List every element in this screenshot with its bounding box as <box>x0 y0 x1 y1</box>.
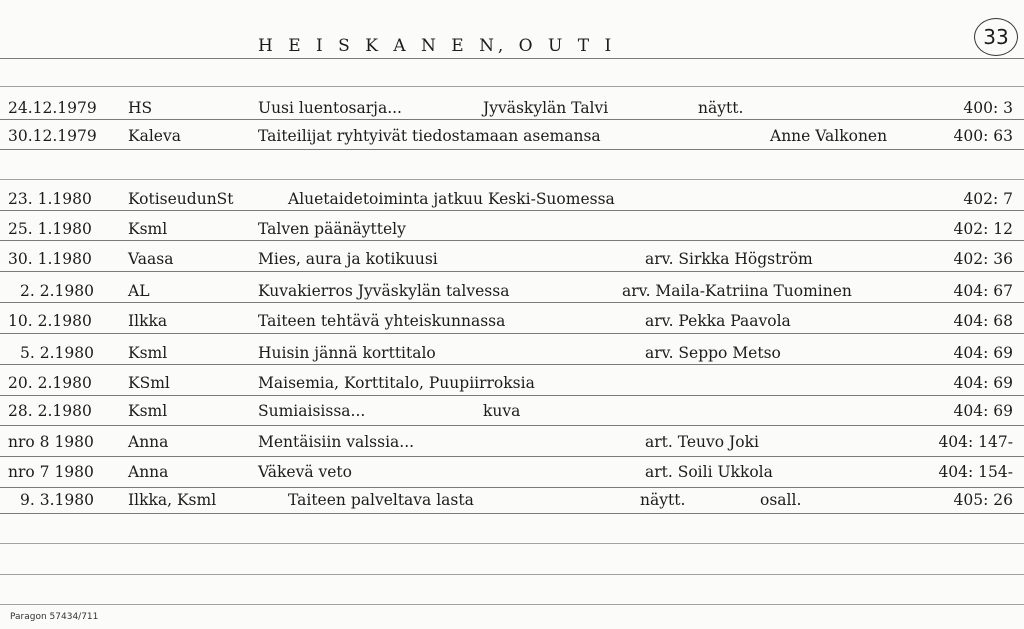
entry-ref: 404: 69 <box>953 374 1013 392</box>
entry-source: Ksml <box>128 402 168 420</box>
list-item <box>0 491 1024 515</box>
entry-date: 20. 2.1980 <box>8 374 92 392</box>
list-item <box>0 344 1024 368</box>
entry-ref: 404: 147- <box>938 433 1013 451</box>
entry-ref: 404: 69 <box>953 344 1013 362</box>
list-item <box>0 190 1024 214</box>
entry-date: 23. 1.1980 <box>8 190 92 208</box>
entry-title: Uusi luentosarja... <box>258 99 402 117</box>
page-number-stamp: 33 <box>974 18 1018 56</box>
form-number: Paragon 57434/711 <box>10 612 99 622</box>
list-item <box>0 433 1024 457</box>
entry-date: 30. 1.1980 <box>8 250 92 268</box>
entry-date: nro 8 1980 <box>8 433 94 451</box>
rule-line <box>0 86 1024 87</box>
entry-source: KSml <box>128 374 170 392</box>
list-item <box>0 312 1024 336</box>
entry-ref: 402: 12 <box>953 220 1013 238</box>
entry-ref: 402: 36 <box>953 250 1013 268</box>
entry-title: Aluetaidetoiminta jatkuu Keski-Suomessa <box>288 190 615 208</box>
entry-ref: 404: 68 <box>953 312 1013 330</box>
card-title: H E I S K A N E N, O U T I <box>258 36 617 56</box>
entry-title: Huisin jännä korttitalo <box>258 344 436 362</box>
entry-ref: 402: 7 <box>963 190 1013 208</box>
entry-extra: art. Soili Ukkola <box>645 463 773 481</box>
entry-source: Anna <box>128 463 169 481</box>
entry-ref: 405: 26 <box>953 491 1013 509</box>
entry-date: 2. 2.1980 <box>20 282 94 300</box>
entry-source: Ksml <box>128 220 168 238</box>
entry-extra: kuva <box>483 402 521 420</box>
entry-ref: 400: 3 <box>963 99 1013 117</box>
entry-date: 25. 1.1980 <box>8 220 92 238</box>
entry-ref: 404: 154- <box>938 463 1013 481</box>
entry-extra: arv. Pekka Paavola <box>645 312 791 330</box>
entry-date: 10. 2.1980 <box>8 312 92 330</box>
list-item <box>0 127 1024 151</box>
list-item <box>0 463 1024 487</box>
entry-source: KotiseudunSt <box>128 190 234 208</box>
entry-date: 24.12.1979 <box>8 99 97 117</box>
list-item <box>0 250 1024 274</box>
entry-ref: 400: 63 <box>953 127 1013 145</box>
entry-source: Ilkka <box>128 312 168 330</box>
list-item <box>0 402 1024 426</box>
entry-title: Mies, aura ja kotikuusi <box>258 250 438 268</box>
entry-source: Ilkka, Ksml <box>128 491 217 509</box>
entry-date: 28. 2.1980 <box>8 402 92 420</box>
entry-date: 9. 3.1980 <box>20 491 94 509</box>
rule-line <box>0 179 1024 180</box>
entry-title: Taiteen tehtävä yhteiskunnassa <box>258 312 506 330</box>
entry-extra: arv. Sirkka Högström <box>645 250 813 268</box>
entry-source: Anna <box>128 433 169 451</box>
entry-title: Sumiaisissa... <box>258 402 366 420</box>
entry-extra2: näytt. <box>698 99 744 117</box>
entry-ref: 404: 67 <box>953 282 1013 300</box>
entry-extra: art. Teuvo Joki <box>645 433 759 451</box>
entry-extra2: osall. <box>760 491 802 509</box>
entry-source: AL <box>128 282 150 300</box>
entry-source: HS <box>128 99 153 117</box>
entry-date: 5. 2.1980 <box>20 344 94 362</box>
entry-extra: näytt. <box>640 491 686 509</box>
list-item <box>0 220 1024 244</box>
entry-extra: arv. Seppo Metso <box>645 344 781 362</box>
entry-title: Talven päänäyttely <box>258 220 406 238</box>
entry-title: Mentäisiin valssia... <box>258 433 415 451</box>
rule-line <box>0 604 1024 605</box>
entry-extra: arv. Maila-Katriina Tuominen <box>622 282 852 300</box>
entry-title: Taiteilijat ryhtyivät tiedostamaan asemansa <box>258 127 601 145</box>
rule-line <box>0 543 1024 544</box>
entry-source: Ksml <box>128 344 168 362</box>
entry-title: Maisemia, Korttitalo, Puupiirroksia <box>258 374 535 392</box>
list-item <box>0 282 1024 306</box>
list-item <box>0 374 1024 398</box>
entry-extra: Jyväskylän Talvi <box>483 99 609 117</box>
entry-title: Taiteen palveltava lasta <box>288 491 474 509</box>
rule-line <box>0 58 1024 59</box>
entry-date: nro 7 1980 <box>8 463 94 481</box>
entry-ref: 404: 69 <box>953 402 1013 420</box>
entry-source: Vaasa <box>128 250 174 268</box>
entry-source: Kaleva <box>128 127 181 145</box>
entry-extra: Anne Valkonen <box>770 127 888 145</box>
entry-date: 30.12.1979 <box>8 127 97 145</box>
list-item <box>0 99 1024 123</box>
entry-title: Kuvakierros Jyväskylän talvessa <box>258 282 510 300</box>
rule-line <box>0 574 1024 575</box>
rule-line <box>0 487 1024 488</box>
entry-title: Väkevä veto <box>258 463 352 481</box>
